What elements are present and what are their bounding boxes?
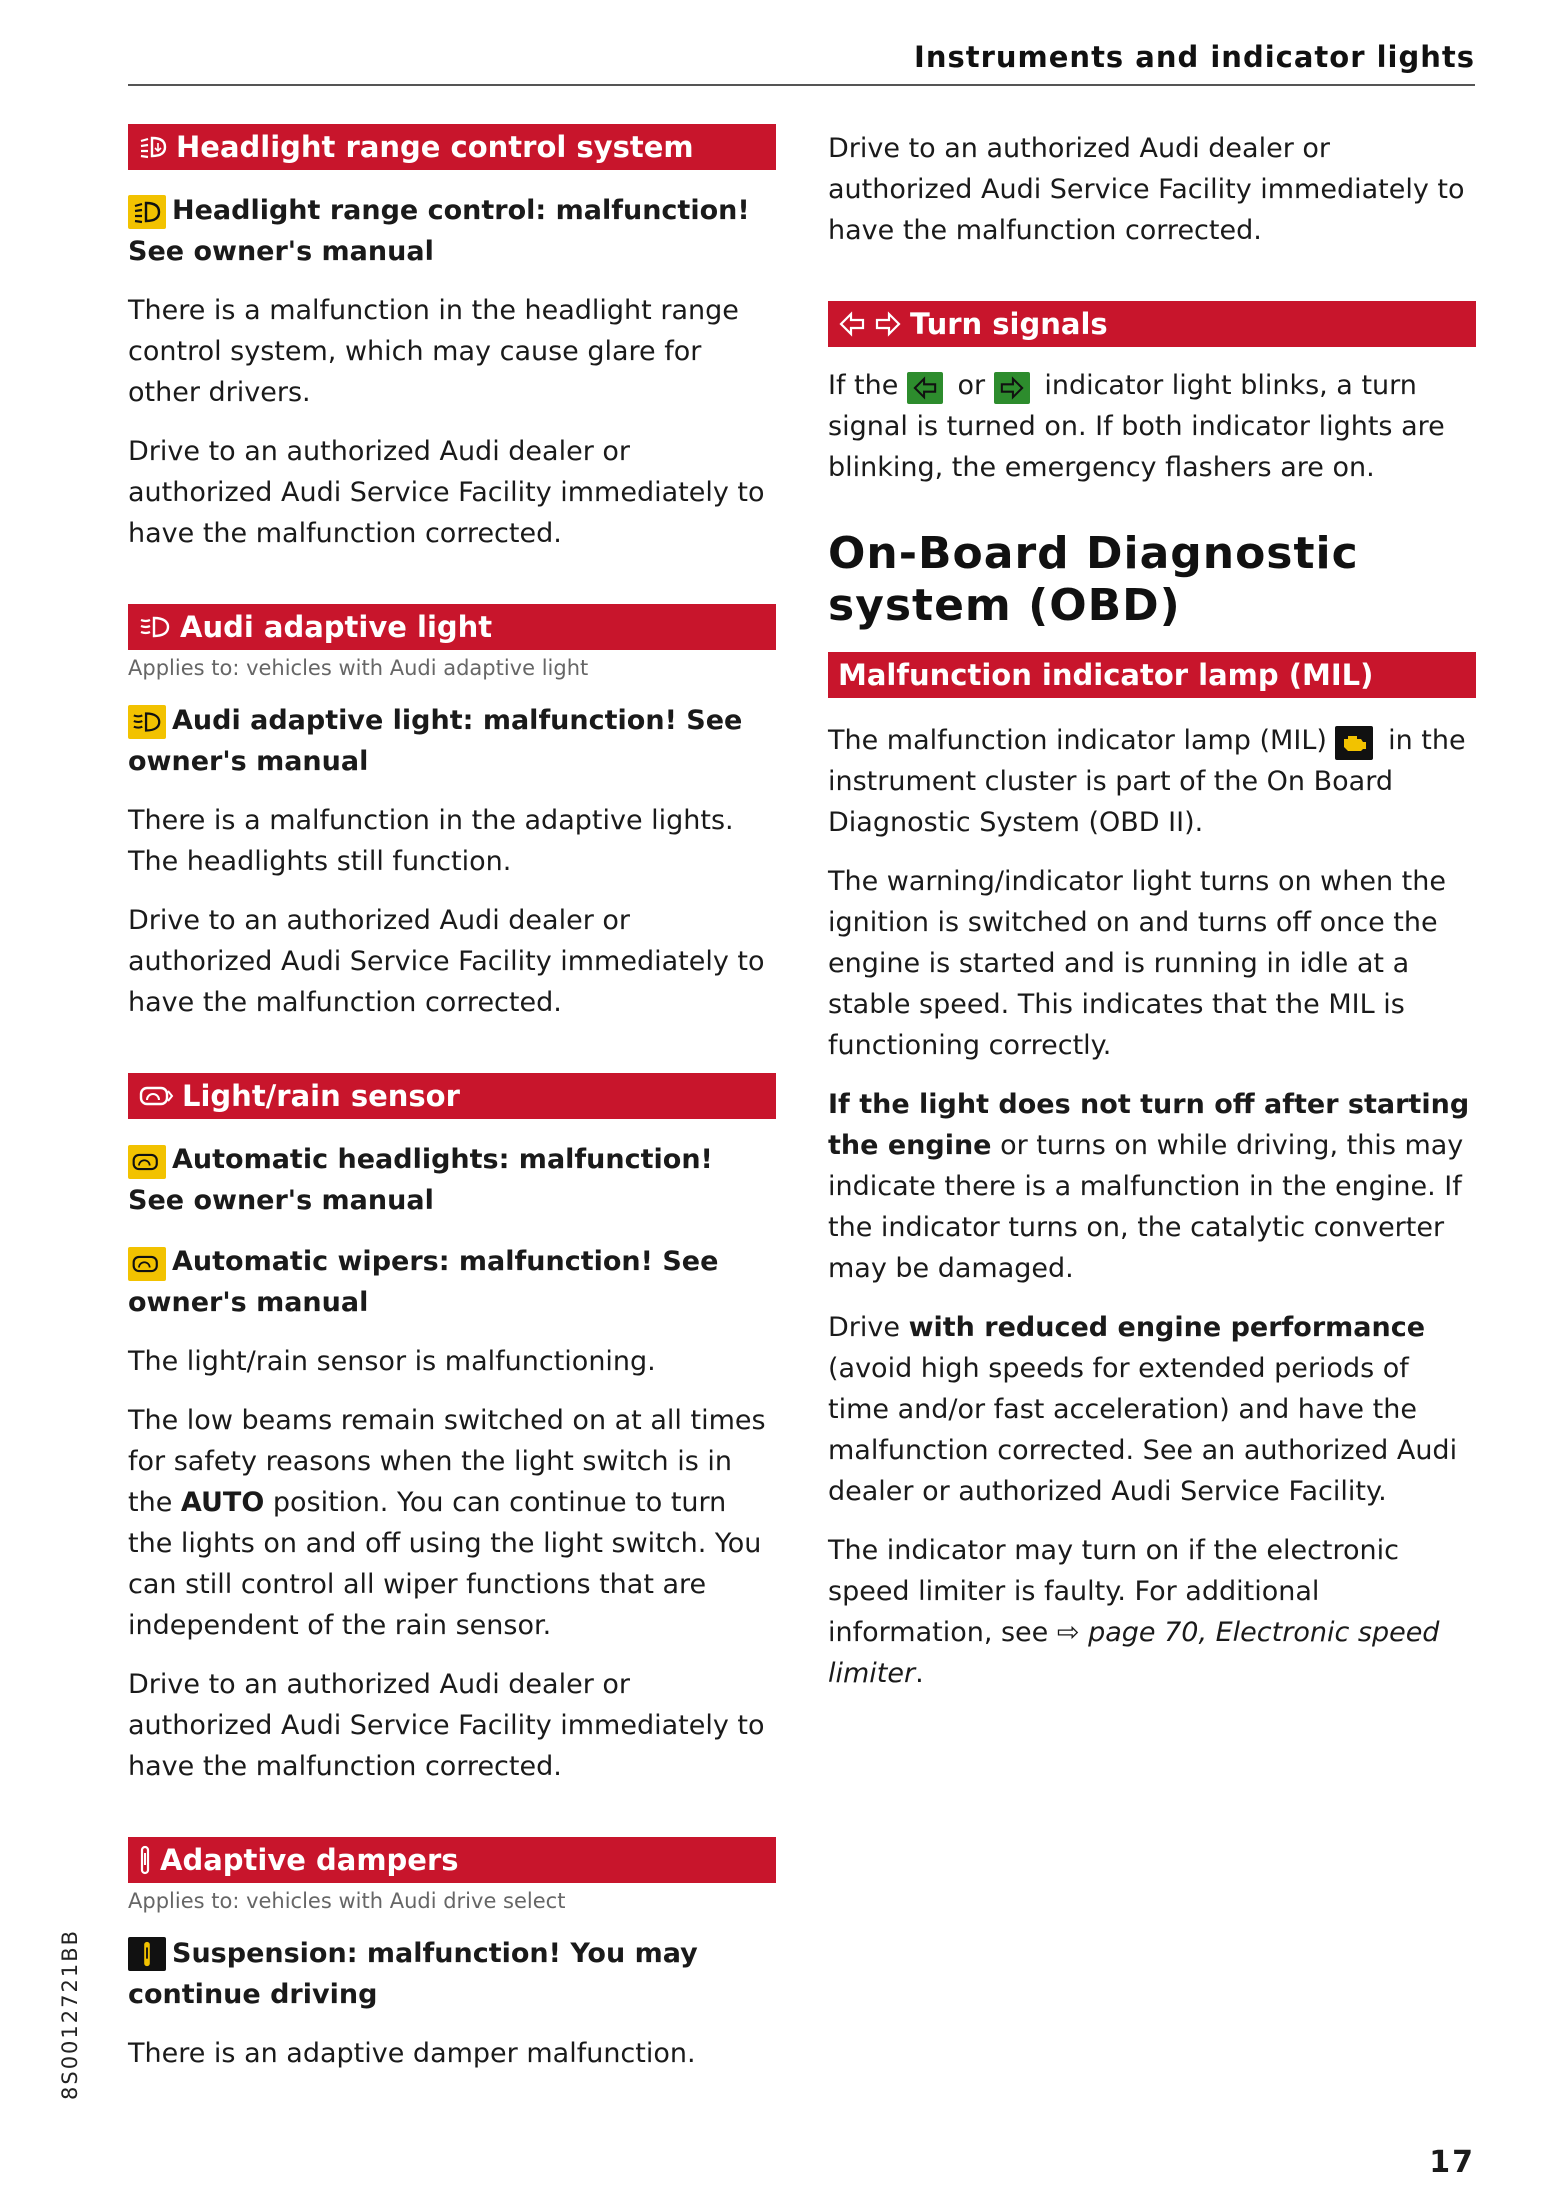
paragraph: The light/rain sensor is malfunctioning.: [128, 1346, 656, 1377]
warning-text: Audi adaptive light: malfunction! See owner's manual: [128, 705, 743, 777]
warning-title: [128, 190, 776, 272]
warning-title: [128, 1241, 776, 1323]
adaptive-light-icon: [128, 705, 166, 739]
paragraph: [828, 1084, 1476, 1289]
paragraph: The warning/indicator light turns on when the ignition is switched on and turns off once the engine is started and is running in idle at a stable speed. This indicates that the MIL is functioning correctly.: [828, 866, 1446, 1061]
bold-run: If the light does not turn off after starting the engine: [828, 1089, 1470, 1161]
text-run: (avoid high speeds for extended periods of time and/or fast acceleration) and have the malfunction corrected. See an authorized Audi dealer or authorized Audi Service Facility.: [828, 1353, 1458, 1507]
paragraph: Drive to an authorized Audi dealer or authorized Audi Service Facility immediately to have the malfunction corrected.: [128, 436, 765, 549]
light-rain-sensor-icon: [138, 1083, 174, 1109]
text-run: or turns on while driving, this may indicate there is a malfunction in the engine. If the indicator turns on, the catalytic converter may be damaged.: [828, 1130, 1464, 1284]
running-header: Instruments and indicator lights: [914, 40, 1475, 74]
light-rain-sensor-icon: [128, 1145, 166, 1179]
section-bar-light-rain-sensor: [128, 1073, 776, 1119]
section-title: Headlight range control system: [176, 130, 694, 164]
section-bar-adaptive-light: [128, 604, 776, 650]
turn-right-icon: [874, 311, 902, 337]
turn-left-icon: [838, 311, 866, 337]
warning-text: Automatic headlights: malfunction! See owner's manual: [128, 1144, 713, 1216]
text-run: or: [948, 370, 994, 401]
paragraph: There is a malfunction in the adaptive lights. The headlights still function.: [128, 805, 734, 877]
headlight-range-icon: [138, 134, 168, 160]
warning-title: [128, 1139, 776, 1221]
headlight-range-icon: [128, 195, 166, 229]
section-bar-adaptive-dampers: [128, 1837, 776, 1883]
paragraph: There is an adaptive damper malfunction.: [128, 2038, 696, 2069]
bold-run: with reduced engine performance: [908, 1312, 1426, 1343]
paragraph: [828, 1530, 1476, 1694]
section-title: Malfunction indicator lamp (MIL): [838, 658, 1374, 692]
engine-icon: [1335, 726, 1373, 760]
section-title: Turn signals: [910, 307, 1108, 341]
section-title: Adaptive dampers: [160, 1843, 459, 1877]
applies-note: Applies to: vehicles with Audi adaptive light: [128, 656, 589, 680]
turn-left-icon: [907, 372, 943, 404]
section-bar-turn-signals: [828, 301, 1476, 347]
left-column: [128, 124, 776, 2074]
section-title: Audi adaptive light: [180, 610, 493, 644]
right-column: [828, 128, 1476, 1694]
paragraph: Drive to an authorized Audi dealer or authorized Audi Service Facility immediately to have the malfunction corrected.: [828, 133, 1465, 246]
bold-run: AUTO: [180, 1487, 265, 1518]
text-run: indicator light blinks, a turn signal is turned on. If both indicator lights are blinking, the emergency flashers are on.: [828, 370, 1445, 483]
text-run: in the instrument cluster is part of the On Board Diagnostic System (OBD II).: [828, 725, 1466, 838]
damper-icon: [138, 1845, 152, 1875]
page-number: 17: [1429, 2145, 1475, 2180]
paragraph: [828, 365, 1476, 488]
light-rain-sensor-icon: [128, 1247, 166, 1281]
document-code: 8S0012721BB: [58, 1928, 82, 2100]
warning-title: [128, 700, 776, 782]
paragraph: [828, 1307, 1476, 1512]
section-bar-headlight-range: [128, 124, 776, 170]
applies-note: Applies to: vehicles with Audi drive select: [128, 1889, 566, 1913]
text-run: The malfunction indicator lamp (MIL): [828, 725, 1336, 756]
header-rule: [128, 84, 1475, 86]
section-bar-mil: [828, 652, 1476, 698]
adaptive-light-icon: [138, 614, 172, 640]
paragraph: [828, 720, 1476, 843]
turn-right-icon: [994, 372, 1030, 404]
section-title: Light/rain sensor: [182, 1079, 460, 1113]
text-run: position. You can continue to turn the lights on and off using the light switch. You can still control all wiper functions that are independent of the rain sensor.: [128, 1487, 762, 1641]
warning-text: Suspension: malfunction! You may continue driving: [128, 1938, 698, 2010]
chapter-heading: On-Board Diagnostic system (OBD): [828, 528, 1359, 631]
text-run: .: [915, 1658, 924, 1689]
paragraph: [128, 1400, 776, 1646]
paragraph: There is a malfunction in the headlight range control system, which may cause glare for other drivers.: [128, 295, 739, 408]
text-run: Drive: [828, 1312, 909, 1343]
warning-title: [128, 1933, 776, 2015]
text-run: The low beams remain switched on at all times for safety reasons when the light switch is in the: [128, 1405, 766, 1518]
text-run: If the: [828, 370, 907, 401]
warning-text: Headlight range control: malfunction! See owner's manual: [128, 195, 750, 267]
page-reference-link[interactable]: ⇨ page 70, Electronic speed limiter: [828, 1617, 1440, 1689]
text-run: The indicator may turn on if the electronic speed limiter is faulty. For additional information, see: [828, 1535, 1399, 1648]
paragraph: Drive to an authorized Audi dealer or authorized Audi Service Facility immediately to have the malfunction corrected.: [128, 905, 765, 1018]
damper-icon: [128, 1937, 166, 1971]
paragraph: Drive to an authorized Audi dealer or authorized Audi Service Facility immediately to have the malfunction corrected.: [128, 1669, 765, 1782]
warning-text: Automatic wipers: malfunction! See owner's manual: [128, 1246, 719, 1318]
